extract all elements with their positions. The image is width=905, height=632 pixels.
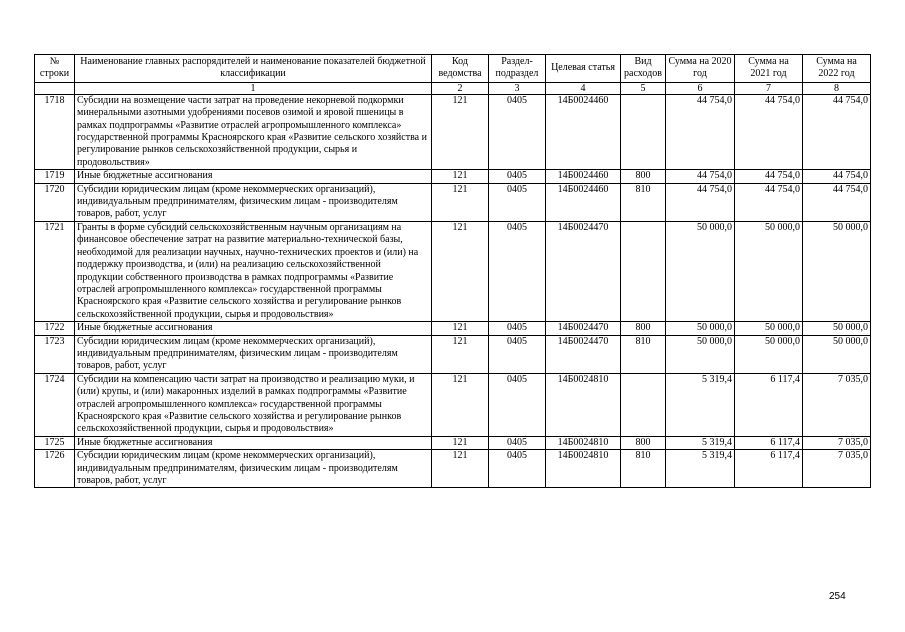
table-row — [35, 94, 871, 169]
cell-row-no: 1722 — [35, 322, 75, 335]
cell-row-no: 1719 — [35, 170, 75, 183]
cell-expense-type: 800 — [621, 170, 666, 183]
cell-expense-type: 810 — [621, 335, 666, 373]
cell-section: 0405 — [489, 436, 546, 449]
column-number: 4 — [546, 82, 621, 94]
cell-section: 0405 — [489, 335, 546, 373]
column-number — [35, 82, 75, 94]
cell-sum-2021: 6 117,4 — [735, 373, 803, 436]
cell-row-no: 1726 — [35, 450, 75, 488]
col-header-name: Наименование главных распорядителей и наименование показателей бюджетной классификации — [75, 55, 432, 83]
col-header-dept: Код ведомства — [432, 55, 489, 83]
cell-expense-type — [621, 373, 666, 436]
cell-sum-2022: 50 000,0 — [803, 335, 871, 373]
cell-dept-code: 121 — [432, 335, 489, 373]
cell-sum-2021: 44 754,0 — [735, 183, 803, 221]
cell-section: 0405 — [489, 221, 546, 321]
table-row — [35, 373, 871, 436]
cell-row-no: 1724 — [35, 373, 75, 436]
cell-dept-code: 121 — [432, 221, 489, 321]
col-header-sum-2022: Сумма на 2022 год — [803, 55, 871, 83]
cell-sum-2021: 44 754,0 — [735, 170, 803, 183]
cell-sum-2020: 50 000,0 — [666, 322, 735, 335]
cell-section: 0405 — [489, 322, 546, 335]
column-number-row — [35, 82, 871, 94]
table-row — [35, 335, 871, 373]
cell-sum-2020: 44 754,0 — [666, 94, 735, 169]
table-row — [35, 322, 871, 335]
cell-sum-2020: 44 754,0 — [666, 183, 735, 221]
cell-dept-code: 121 — [432, 170, 489, 183]
column-number: 7 — [735, 82, 803, 94]
col-header-sum-2021: Сумма на 2021 год — [735, 55, 803, 83]
cell-sum-2022: 50 000,0 — [803, 221, 871, 321]
cell-sum-2021: 44 754,0 — [735, 94, 803, 169]
cell-dept-code: 121 — [432, 373, 489, 436]
cell-name: Субсидии юридическим лицам (кроме некоммерческих организаций), индивидуальным предпринимателям, физическим лицам - производителям товаров, работ, услуг — [75, 450, 432, 488]
cell-name: Субсидии на возмещение части затрат на проведение некорневой подкормки минеральными азотными удобрениями посевов озимой и яровой пшеницы в рамках подпрограммы «Развитие отраслей агропромышленного комплекса» государственной программы Красноярского края «Развитие сельского хозяйства и регулирование рынков сельскохозяйственной продукции, сырья и продовольствия» — [75, 94, 432, 169]
cell-expense-type: 800 — [621, 322, 666, 335]
cell-expense-type: 810 — [621, 183, 666, 221]
table-row — [35, 450, 871, 488]
cell-target-item: 14Б0024460 — [546, 183, 621, 221]
cell-sum-2020: 5 319,4 — [666, 450, 735, 488]
cell-sum-2020: 44 754,0 — [666, 170, 735, 183]
cell-expense-type: 810 — [621, 450, 666, 488]
cell-row-no: 1720 — [35, 183, 75, 221]
cell-sum-2020: 5 319,4 — [666, 436, 735, 449]
cell-section: 0405 — [489, 183, 546, 221]
cell-sum-2021: 50 000,0 — [735, 335, 803, 373]
col-header-row-no: № строки — [35, 55, 75, 83]
budget-table — [34, 54, 871, 488]
cell-sum-2022: 44 754,0 — [803, 183, 871, 221]
cell-target-item: 14Б0024470 — [546, 221, 621, 321]
cell-sum-2021: 6 117,4 — [735, 436, 803, 449]
cell-sum-2021: 6 117,4 — [735, 450, 803, 488]
cell-target-item: 14Б0024470 — [546, 335, 621, 373]
cell-section: 0405 — [489, 94, 546, 169]
cell-sum-2022: 7 035,0 — [803, 450, 871, 488]
table-header-row — [35, 55, 871, 83]
cell-dept-code: 121 — [432, 183, 489, 221]
column-number: 1 — [75, 82, 432, 94]
column-number: 6 — [666, 82, 735, 94]
cell-name: Иные бюджетные ассигнования — [75, 322, 432, 335]
cell-name: Иные бюджетные ассигнования — [75, 436, 432, 449]
cell-sum-2021: 50 000,0 — [735, 322, 803, 335]
cell-row-no: 1723 — [35, 335, 75, 373]
cell-dept-code: 121 — [432, 94, 489, 169]
cell-sum-2022: 44 754,0 — [803, 170, 871, 183]
cell-sum-2020: 50 000,0 — [666, 221, 735, 321]
cell-target-item: 14Б0024810 — [546, 436, 621, 449]
col-header-section: Раздел-подраздел — [489, 55, 546, 83]
cell-section: 0405 — [489, 450, 546, 488]
table-row — [35, 436, 871, 449]
cell-section: 0405 — [489, 373, 546, 436]
cell-row-no: 1721 — [35, 221, 75, 321]
cell-name: Субсидии юридическим лицам (кроме некоммерческих организаций), индивидуальным предпринимателям, физическим лицам - производителям товаров, работ, услуг — [75, 183, 432, 221]
cell-expense-type: 800 — [621, 436, 666, 449]
cell-target-item: 14Б0024470 — [546, 322, 621, 335]
column-number: 2 — [432, 82, 489, 94]
cell-target-item: 14Б0024460 — [546, 170, 621, 183]
cell-dept-code: 121 — [432, 450, 489, 488]
cell-name: Субсидии на компенсацию части затрат на производство и реализацию муки, и (или) крупы, и (или) макаронных изделий в рамках подпрограммы «Развитие отраслей агропромышленного комплекса» государственной программы Красноярского края «Развитие сельского хозяйства и регулирование рынков сельскохозяйственной продукции, сырья и продовольствия» — [75, 373, 432, 436]
cell-name: Гранты в форме субсидий сельскохозяйственным научным организациям на финансовое обеспечение затрат на развитие материально-технической базы, необходимой для реализации научных, научно-технических проектов и (или) на поддержку производства, и (или) на реализацию сельскохозяйственной продукции собственного производства в рамках подпрограммы «Развитие отраслей агропромышленного комплекса» государственной программы Красноярского края «Развитие сельского хозяйства и регулирование рынков сельскохозяйственной продукции, сырья и продовольствия» — [75, 221, 432, 321]
table-body — [35, 94, 871, 488]
cell-target-item: 14Б0024460 — [546, 94, 621, 169]
col-header-target: Целевая статья — [546, 55, 621, 83]
cell-target-item: 14Б0024810 — [546, 373, 621, 436]
table-row — [35, 183, 871, 221]
cell-expense-type — [621, 221, 666, 321]
column-number: 8 — [803, 82, 871, 94]
cell-dept-code: 121 — [432, 436, 489, 449]
cell-sum-2022: 44 754,0 — [803, 94, 871, 169]
cell-sum-2022: 50 000,0 — [803, 322, 871, 335]
column-number: 5 — [621, 82, 666, 94]
table-row — [35, 170, 871, 183]
cell-row-no: 1725 — [35, 436, 75, 449]
column-number: 3 — [489, 82, 546, 94]
cell-row-no: 1718 — [35, 94, 75, 169]
cell-sum-2020: 5 319,4 — [666, 373, 735, 436]
col-header-sum-2020: Сумма на 2020 год — [666, 55, 735, 83]
cell-sum-2022: 7 035,0 — [803, 373, 871, 436]
page-number: 254 — [829, 591, 846, 602]
cell-target-item: 14Б0024810 — [546, 450, 621, 488]
cell-sum-2020: 50 000,0 — [666, 335, 735, 373]
cell-dept-code: 121 — [432, 322, 489, 335]
cell-sum-2022: 7 035,0 — [803, 436, 871, 449]
cell-name: Субсидии юридическим лицам (кроме некоммерческих организаций), индивидуальным предпринимателям, физическим лицам - производителям товаров, работ, услуг — [75, 335, 432, 373]
cell-section: 0405 — [489, 170, 546, 183]
table-row — [35, 221, 871, 321]
cell-sum-2021: 50 000,0 — [735, 221, 803, 321]
col-header-expense-type: Вид расходов — [621, 55, 666, 83]
cell-name: Иные бюджетные ассигнования — [75, 170, 432, 183]
cell-expense-type — [621, 94, 666, 169]
